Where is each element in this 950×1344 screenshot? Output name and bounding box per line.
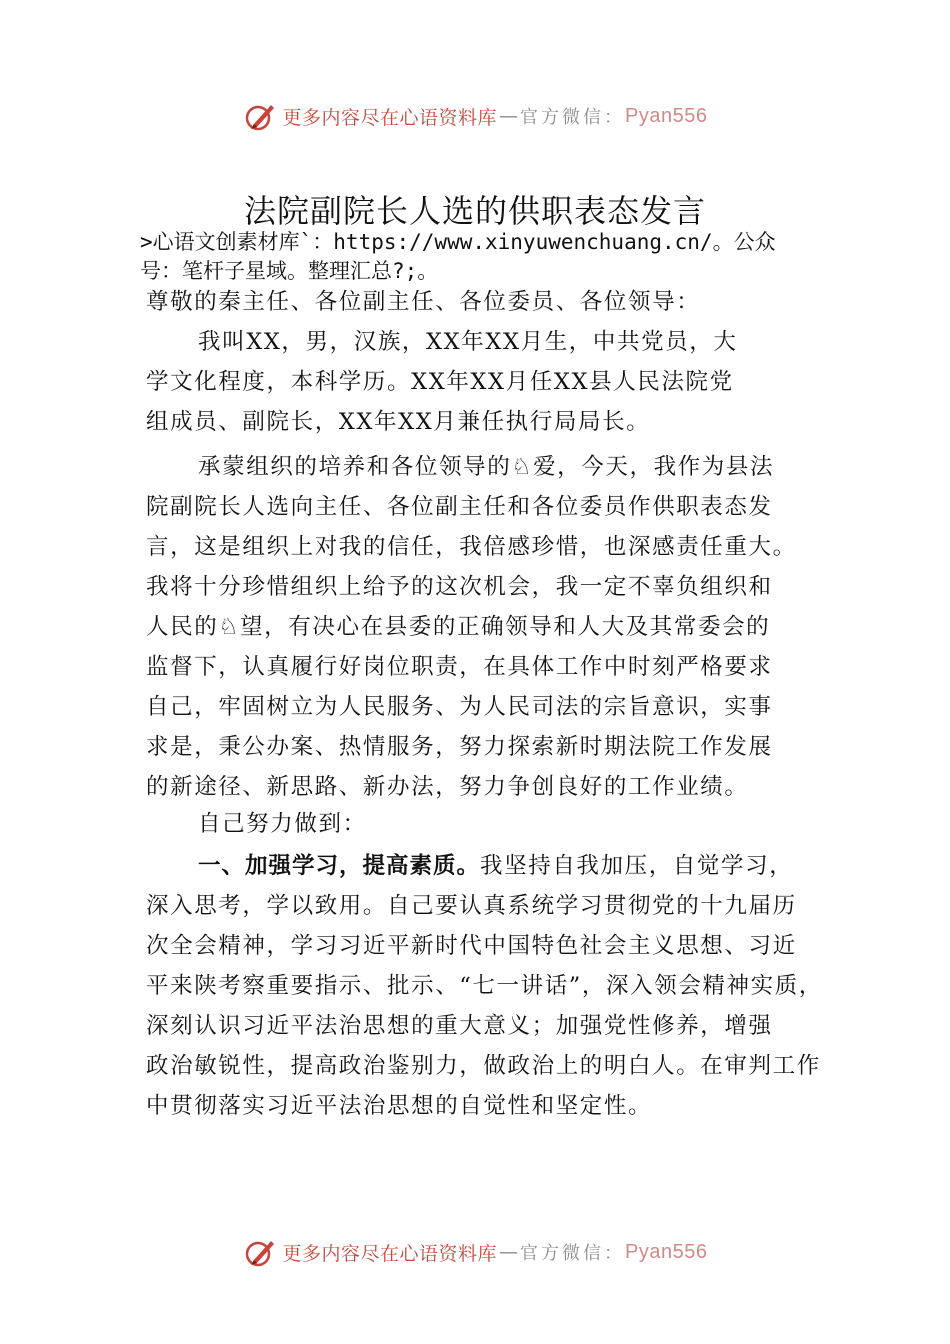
source-line-2: 号：笔杆子星域。整理汇总?;。 bbox=[140, 259, 439, 283]
paragraph-line: 言，这是组织上对我的信任，我倍感珍惜，也深感责任重大。 bbox=[146, 534, 797, 560]
paragraph-line: 平来陕考察重要指示、批示、“七一讲话”，深入领会精神实质， bbox=[146, 973, 823, 999]
paragraph-line: 承蒙组织的培养和各位领导的♘爱，今天，我作为县法 bbox=[198, 454, 775, 480]
banner-brand-text: 更多内容尽在心语资料库 bbox=[282, 1242, 498, 1265]
banner-wechat-label: 官方微信： bbox=[520, 1243, 626, 1264]
paragraph-line: 我将十分珍惜组织上给予的这次机会，我一定不辜负组织和 bbox=[146, 574, 773, 600]
paragraph-commitment bbox=[146, 447, 826, 807]
paragraph-line: 院副院长人选向主任、各位副主任和各位委员作供职表态发 bbox=[146, 494, 773, 520]
paragraph-line: 深刻认识习近平法治思想的重大意义；加强党性修养，增强 bbox=[146, 1013, 773, 1039]
pen-logo-icon bbox=[243, 1235, 277, 1269]
paragraph-line: 我叫XX，男，汉族，XX年XX月生，中共党员，大 bbox=[198, 329, 738, 355]
paragraph-line: 中贯彻落实习近平法治思想的自觉性和坚定性。 bbox=[146, 1093, 653, 1119]
paragraph-line: 的新途径、新思路、新办法，努力争创良好的工作业绩。 bbox=[146, 774, 749, 800]
banner-wechat-id: Pyan556 bbox=[625, 1240, 708, 1263]
section-heading: 一、加强学习，提高素质。 bbox=[198, 853, 481, 879]
salutation: 尊敬的秦主任、各位副主任、各位委员、各位领导： bbox=[146, 289, 701, 315]
paragraph-line: 自己努力做到： bbox=[198, 811, 367, 837]
paragraph-intro bbox=[146, 322, 826, 442]
page-title: 法院副院长人选的供职表态发言 bbox=[243, 192, 706, 230]
paragraph-efforts bbox=[146, 804, 826, 844]
paragraph-line: 监督下，认真履行好岗位职责，在具体工作中时刻严格要求 bbox=[146, 654, 773, 680]
banner-separator: — bbox=[499, 105, 519, 127]
paragraph-line bbox=[146, 846, 826, 886]
header-banner bbox=[0, 96, 950, 136]
pen-logo-icon bbox=[243, 99, 277, 133]
paragraph-line: 政治敏锐性，提高政治鉴别力，做政治上的明白人。在审判工作 bbox=[146, 1053, 821, 1079]
salutation-block bbox=[146, 282, 826, 322]
paragraph-line: 次全会精神，学习习近平新时代中国特色社会主义思想、习近 bbox=[146, 933, 797, 959]
source-line-1: >心语文创素材库`：https://www.xinyuwenchuang.cn/。公众 bbox=[140, 230, 776, 254]
banner-wechat-id: Pyan556 bbox=[625, 104, 708, 127]
paragraph-line: 深入思考，学以致用。自己要认真系统学习贯彻党的十九届历 bbox=[146, 893, 797, 919]
footer-banner bbox=[0, 1232, 950, 1272]
paragraph-study bbox=[146, 846, 826, 1126]
paragraph-line: 自己，牢固树立为人民服务、为人民司法的宗旨意识，实事 bbox=[146, 694, 773, 720]
paragraph-line: 人民的♘望，有决心在县委的正确领导和人大及其常委会的 bbox=[146, 614, 771, 640]
banner-separator: — bbox=[499, 1241, 519, 1263]
banner-brand-text: 更多内容尽在心语资料库 bbox=[282, 106, 498, 129]
paragraph-line: 学文化程度，本科学历。XX年XX月任XX县人民法院党 bbox=[146, 369, 734, 395]
banner-wechat-label: 官方微信： bbox=[520, 107, 626, 128]
paragraph-text: 我坚持自我加压，自觉学习， bbox=[480, 853, 794, 879]
paragraph-line: 求是，秉公办案、热情服务，努力探索新时期法院工作发展 bbox=[146, 734, 773, 760]
paragraph-line: 组成员、副院长，XX年XX月兼任执行局局长。 bbox=[146, 409, 651, 435]
